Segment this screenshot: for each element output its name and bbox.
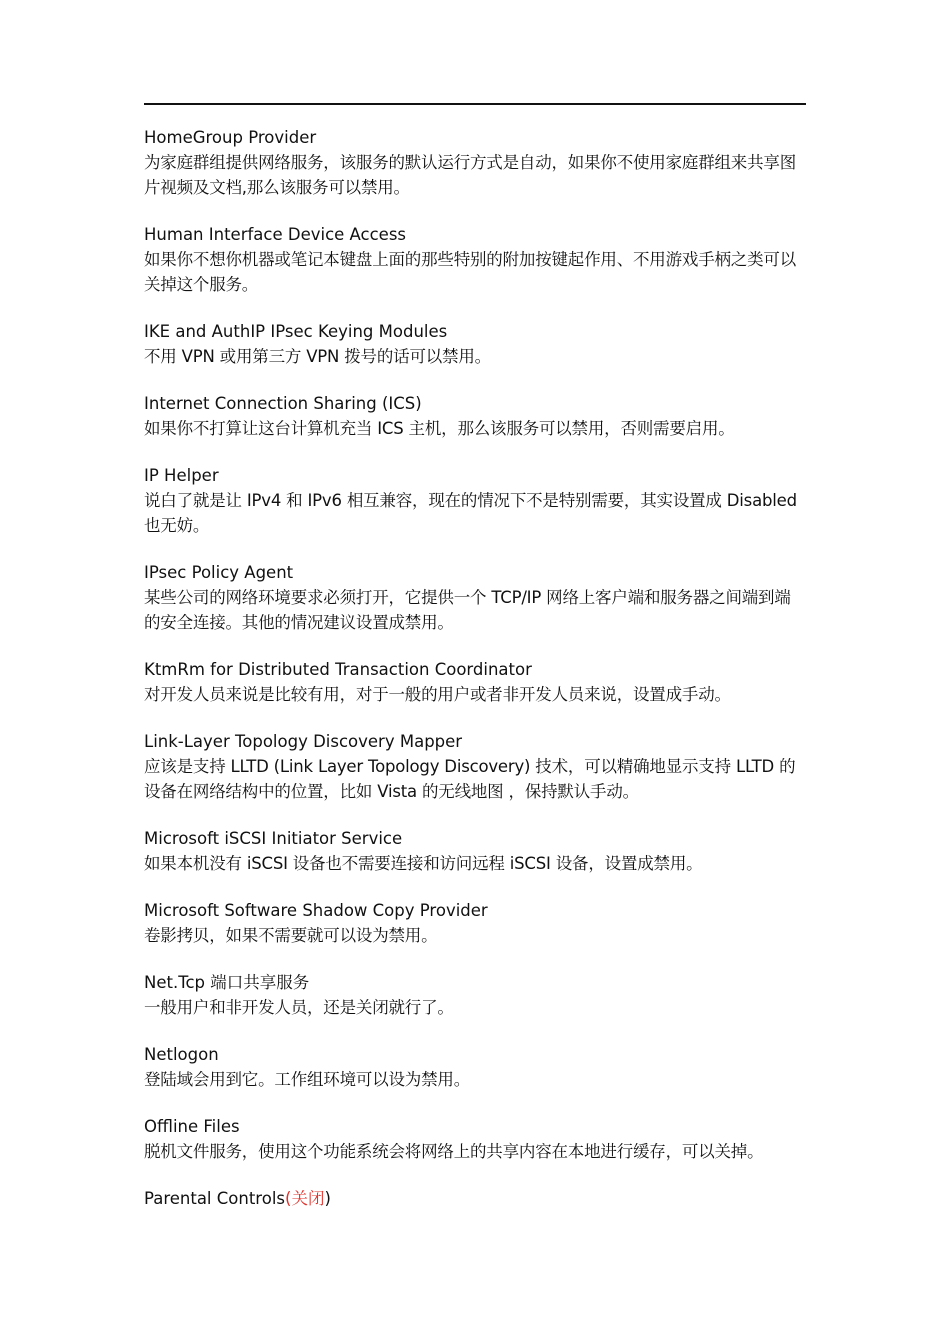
service-entry <box>144 970 806 1020</box>
service-entry <box>144 319 806 369</box>
service-title: KtmRm for Distributed Transaction Coordinator <box>144 660 532 679</box>
service-title: Human Interface Device Access <box>144 225 407 244</box>
service-title: HomeGroup Provider <box>144 128 317 147</box>
service-title: Microsoft iSCSI Initiator Service <box>144 829 403 848</box>
service-entry <box>144 1042 806 1092</box>
service-title: IPsec Policy Agent <box>144 563 294 582</box>
service-entry-parental-controls <box>144 1186 806 1211</box>
service-description: 登陆域会用到它。工作组环境可以设为禁用。 <box>144 1070 471 1089</box>
service-title: Microsoft Software Shadow Copy Provider <box>144 901 488 920</box>
top-divider <box>144 103 806 105</box>
service-entry <box>144 826 806 876</box>
service-description: 一般用户和非开发人员，还是关闭就行了。 <box>144 998 454 1017</box>
service-title: Link-Layer Topology Discovery Mapper <box>144 732 463 751</box>
service-title: IKE and AuthIP IPsec Keying Modules <box>144 322 448 341</box>
service-description: 如果你不想你机器或笔记本键盘上面的那些特别的附加按键起作用、不用游戏手柄之类可以关掉这个服务。 <box>144 250 797 294</box>
service-title: IP Helper <box>144 466 219 485</box>
service-title <box>144 1186 806 1211</box>
close-paren: ) <box>324 1189 331 1208</box>
service-list <box>144 125 806 1233</box>
service-title: Offline Files <box>144 1117 240 1136</box>
status-note: 关闭 <box>291 1189 325 1208</box>
service-title-text: Parental Controls <box>144 1189 285 1208</box>
service-entry <box>144 898 806 948</box>
service-description: 为家庭群组提供网络服务，该服务的默认运行方式是自动，如果你不使用家庭群组来共享图片视频及文档,那么该服务可以禁用。 <box>144 153 797 197</box>
service-description: 如果本机没有 iSCSI 设备也不需要连接和访问远程 iSCSI 设备，设置成禁用。 <box>144 854 703 873</box>
service-entry <box>144 657 806 707</box>
service-title: Net.Tcp 端口共享服务 <box>144 973 310 992</box>
service-entry <box>144 1114 806 1164</box>
service-title: Netlogon <box>144 1045 219 1064</box>
service-entry <box>144 222 806 297</box>
open-paren: ( <box>285 1189 292 1208</box>
service-title: Internet Connection Sharing (ICS) <box>144 394 422 413</box>
service-entry <box>144 125 806 200</box>
service-entry <box>144 560 806 635</box>
service-description: 脱机文件服务，使用这个功能系统会将网络上的共享内容在本地进行缓存，可以关掉。 <box>144 1142 764 1161</box>
service-description: 卷影拷贝，如果不需要就可以设为禁用。 <box>144 926 438 945</box>
service-description: 如果你不打算让这台计算机充当 ICS 主机，那么该服务可以禁用，否则需要启用。 <box>144 419 735 438</box>
service-description: 某些公司的网络环境要求必须打开，它提供一个 TCP/IP 网络上客户端和服务器之间端到端的安全连接。其他的情况建议设置成禁用。 <box>144 588 791 632</box>
service-entry <box>144 391 806 441</box>
service-entry <box>144 729 806 804</box>
service-description: 不用 VPN 或用第三方 VPN 拨号的话可以禁用。 <box>144 347 491 366</box>
service-description: 说白了就是让 IPv4 和 IPv6 相互兼容，现在的情况下不是特别需要，其实设置成 Disabled 也无妨。 <box>144 491 797 535</box>
document-page <box>144 0 806 1344</box>
service-entry <box>144 463 806 538</box>
service-description: 应该是支持 LLTD (Link Layer Topology Discovery) 技术，可以精确地显示支持 LLTD 的设备在网络结构中的位置，比如 Vista 的无线地图 ，保持默认手动。 <box>144 757 796 801</box>
service-description: 对开发人员来说是比较有用，对于一般的用户或者非开发人员来说，设置成手动。 <box>144 685 731 704</box>
